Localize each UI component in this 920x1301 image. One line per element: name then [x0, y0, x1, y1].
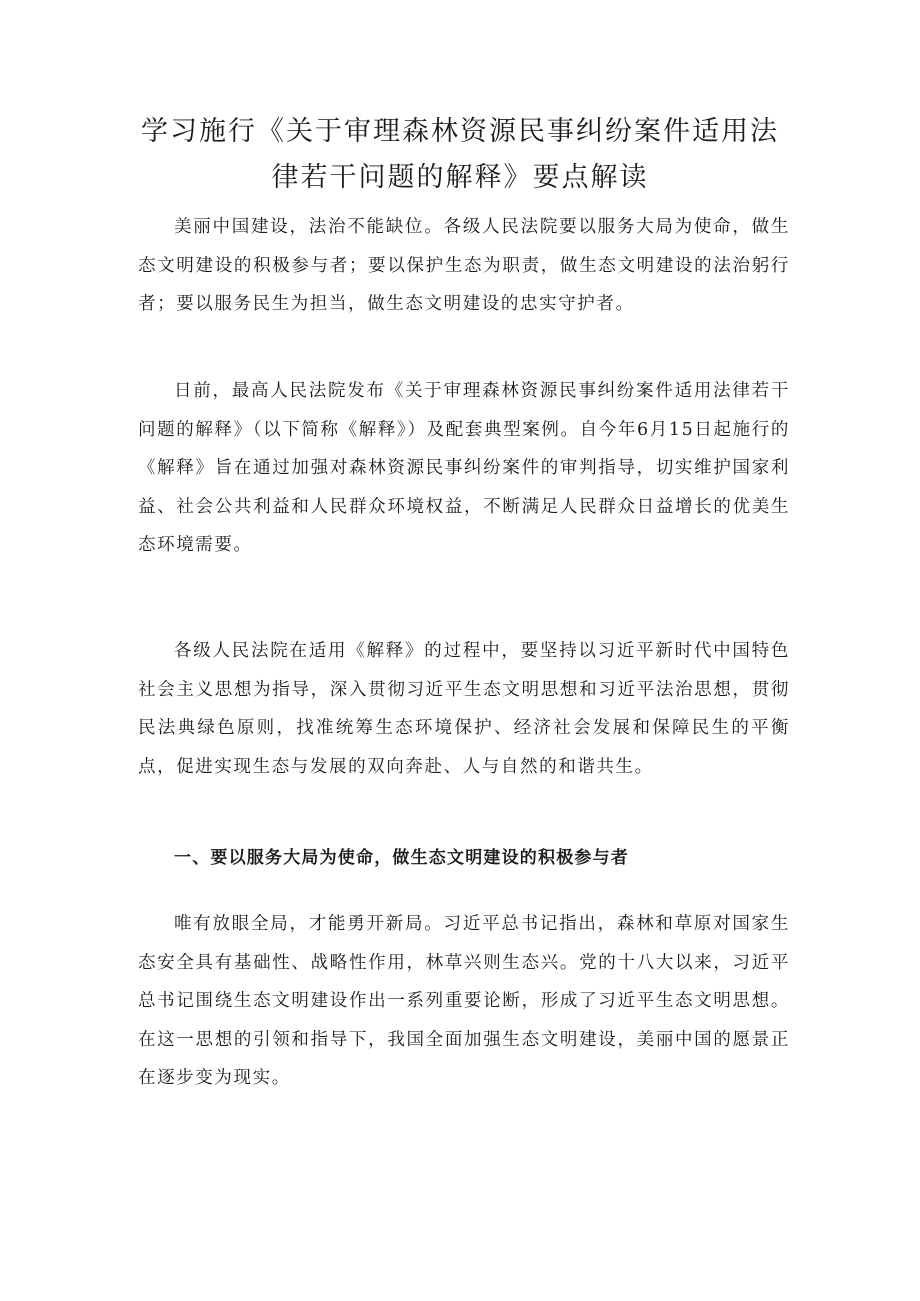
document-title-line-2: 律若干问题的解释》要点解读 — [271, 162, 649, 193]
paragraph-announcement: 日前，最高人民法院发布《关于审理森林资源民事纠纷案件适用法律若干问题的解释》（以下简称《解释》）及配套典型案例。自今年6月15日起施行的《解释》旨在通过加强对森林资源民事纠纷案件的审判指导，切实维护国家利益、社会公共利益和人民群众环境权益，不断满足人民群众日益增长的优美生态环境需要。 — [138, 381, 790, 555]
document-title-line-1: 学习施行《关于审理森林资源民事纠纷案件适用法 — [141, 116, 779, 147]
section-heading-1: 一、要以服务大局为使命，做生态文明建设的积极参与者 — [174, 848, 629, 868]
paragraph-guidance: 各级人民法院在适用《解释》的过程中，要坚持以习近平新时代中国特色社会主义思想为指导，深入贯彻习近平生态文明思想和习近平法治思想，贯彻民法典绿色原则，找准统筹生态环境保护、经济社会发展和保障民生的平衡点，促进实现生态与发展的双向奔赴、人与自然的和谐共生。 — [138, 641, 790, 777]
paragraph-intro: 美丽中国建设，法治不能缺位。各级人民法院要以服务大局为使命，做生态文明建设的积极参与者；要以保护生态为职责，做生态文明建设的法治躬行者；要以服务民生为担当，做生态文明建设的忠实守护者。 — [138, 217, 790, 314]
paragraph-section-1-body: 唯有放眼全局，才能勇开新局。习近平总书记指出，森林和草原对国家生态安全具有基础性、战略性作用，林草兴则生态兴。党的十八大以来，习近平总书记围绕生态文明建设作出一系列重要论断，形成了习近平生态文明思想。在这一思想的引领和指导下，我国全面加强生态文明建设，美丽中国的愿景正在逐步变为现实。 — [138, 914, 790, 1088]
